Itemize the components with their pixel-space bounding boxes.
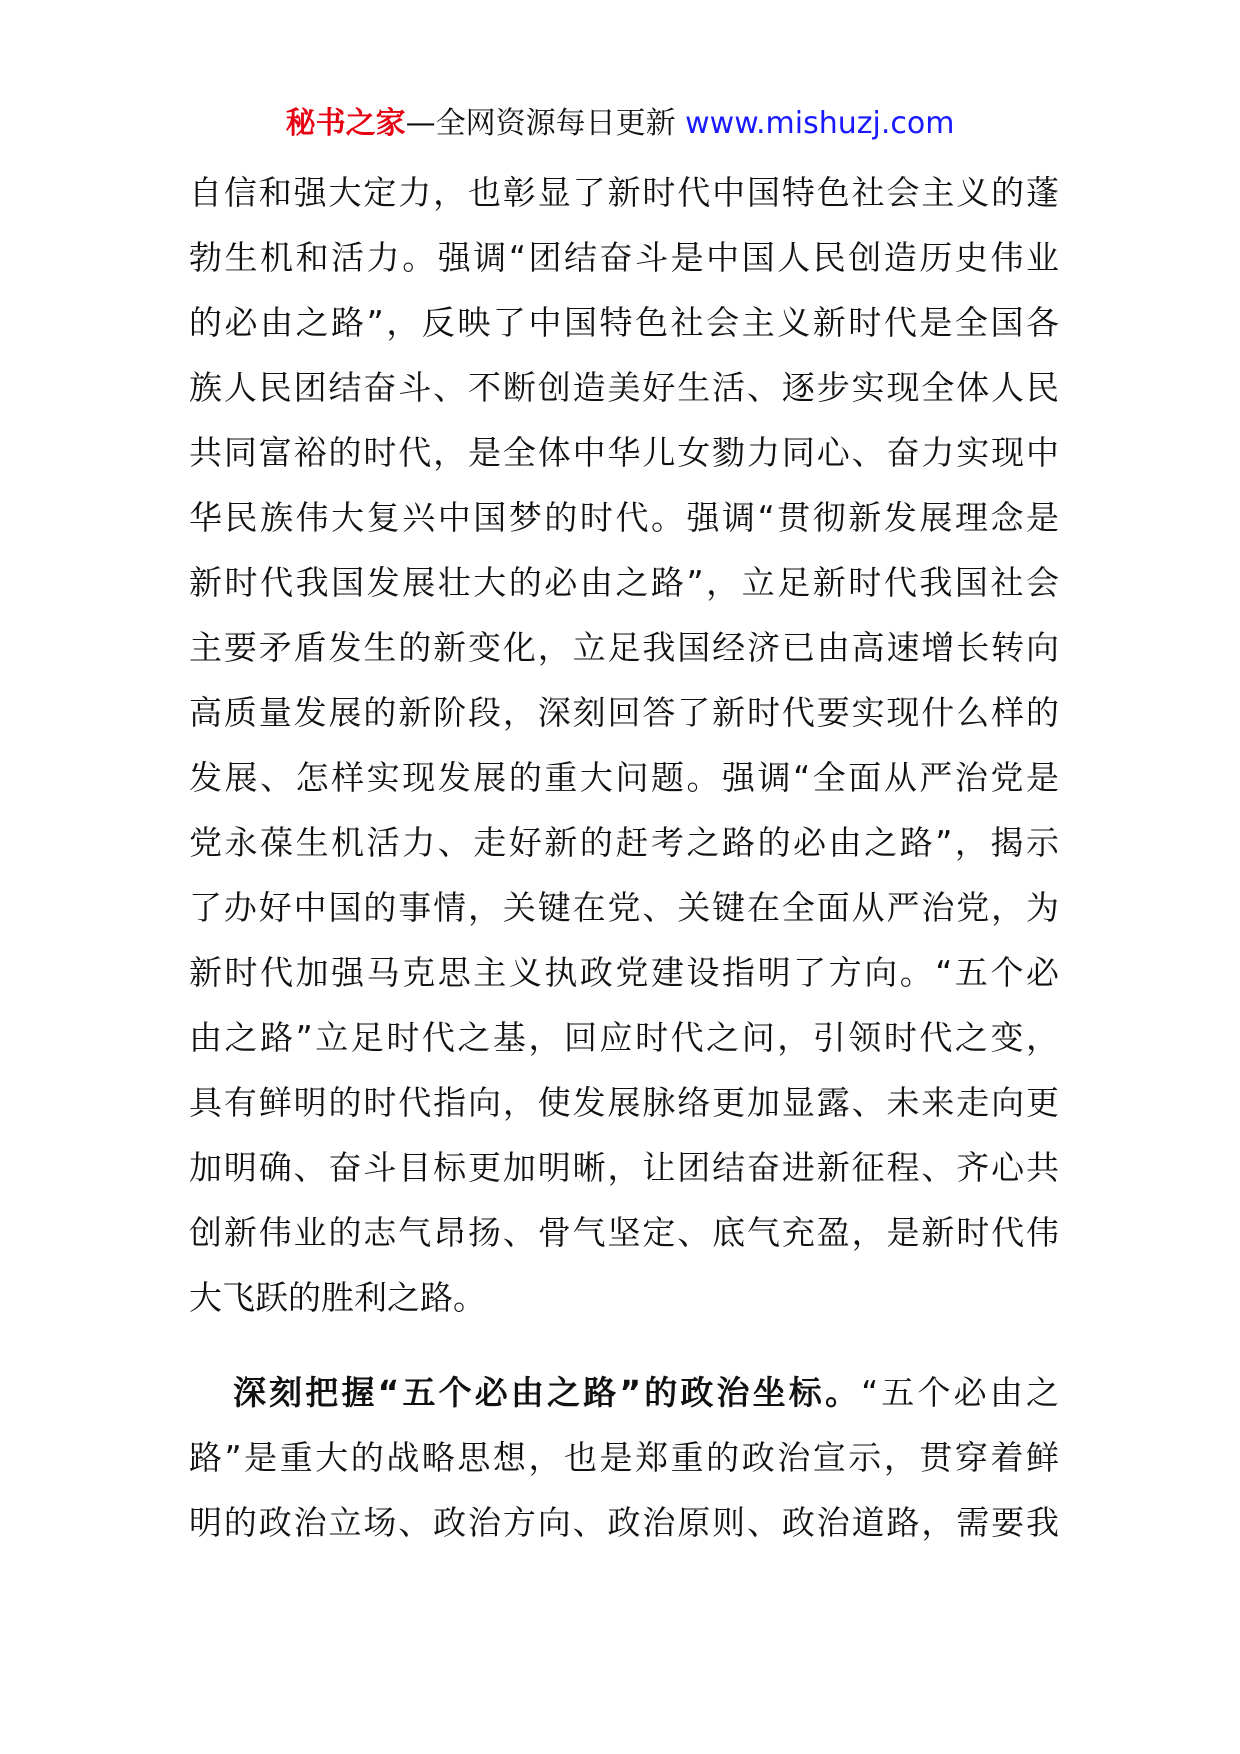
text-line: 主要矛盾发生的新变化，立足我国经济已由高速增长转向 — [189, 628, 1059, 667]
text-line: 加明确、奋斗目标更加明晰，让团结奋进新征程、齐心共 — [189, 1148, 1059, 1187]
text-line: 华民族伟大复兴中国梦的时代。强调“贯彻新发展理念是 — [189, 498, 1059, 537]
text-line: 族人民团结奋斗、不断创造美好生活、逐步实现全体人民 — [189, 368, 1059, 407]
site-url-link[interactable]: www.mishuzj.com — [685, 106, 955, 141]
text-line: 具有鲜明的时代指向，使发展脉络更加显露、未来走向更 — [189, 1083, 1059, 1122]
text-line: 明的政治立场、政治方向、政治原则、政治道路，需要我 — [189, 1503, 1059, 1542]
text-line: 自信和强大定力，也彰显了新时代中国特色社会主义的蓬 — [189, 173, 1059, 212]
text-line: 大飞跃的胜利之路。 — [189, 1278, 486, 1317]
paragraph-1 — [189, 160, 1059, 1330]
text-line: 新时代加强马克思主义执政党建设指明了方向。“五个必 — [189, 953, 1059, 992]
text-line: 勃生机和活力。强调“团结奋斗是中国人民创造历史伟业 — [189, 238, 1059, 277]
document-body — [189, 160, 1059, 1555]
text-line: 的必由之路”，反映了中国特色社会主义新时代是全国各 — [189, 303, 1059, 342]
text-line: 由之路”立足时代之基，回应时代之问，引领时代之变， — [189, 1018, 1059, 1057]
text-line: 共同富裕的时代，是全体中华儿女勠力同心、奋力实现中 — [189, 433, 1059, 472]
text-line: 路”是重大的战略思想，也是郑重的政治宣示，贯穿着鲜 — [189, 1438, 1059, 1477]
text-line: 发展、怎样实现发展的重大问题。强调“全面从严治党是 — [189, 758, 1059, 797]
site-tagline: —全网资源每日更新 — [405, 106, 686, 141]
paragraph-spacer — [189, 1330, 1059, 1360]
paragraph-lead-heading: 深刻把握“五个必由之路”的政治坐标。 — [233, 1373, 862, 1412]
text-line: 创新伟业的志气昂扬、骨气坚定、底气充盈，是新时代伟 — [189, 1213, 1059, 1252]
paragraph-2 — [189, 1360, 1059, 1555]
text-line: 了办好中国的事情，关键在党、关键在全面从严治党，为 — [189, 888, 1059, 927]
text-line: 新时代我国发展壮大的必由之路”，立足新时代我国社会 — [189, 563, 1059, 602]
text-line: 高质量发展的新阶段，深刻回答了新时代要实现什么样的 — [189, 693, 1059, 732]
site-header — [0, 102, 1240, 146]
paragraph-heading-line — [189, 1360, 1059, 1425]
text-line: 党永葆生机活力、走好新的赶考之路的必由之路”，揭示 — [189, 823, 1059, 862]
site-brand: 秘书之家 — [285, 106, 406, 141]
text-fragment: “五个必由之 — [861, 1373, 1059, 1412]
